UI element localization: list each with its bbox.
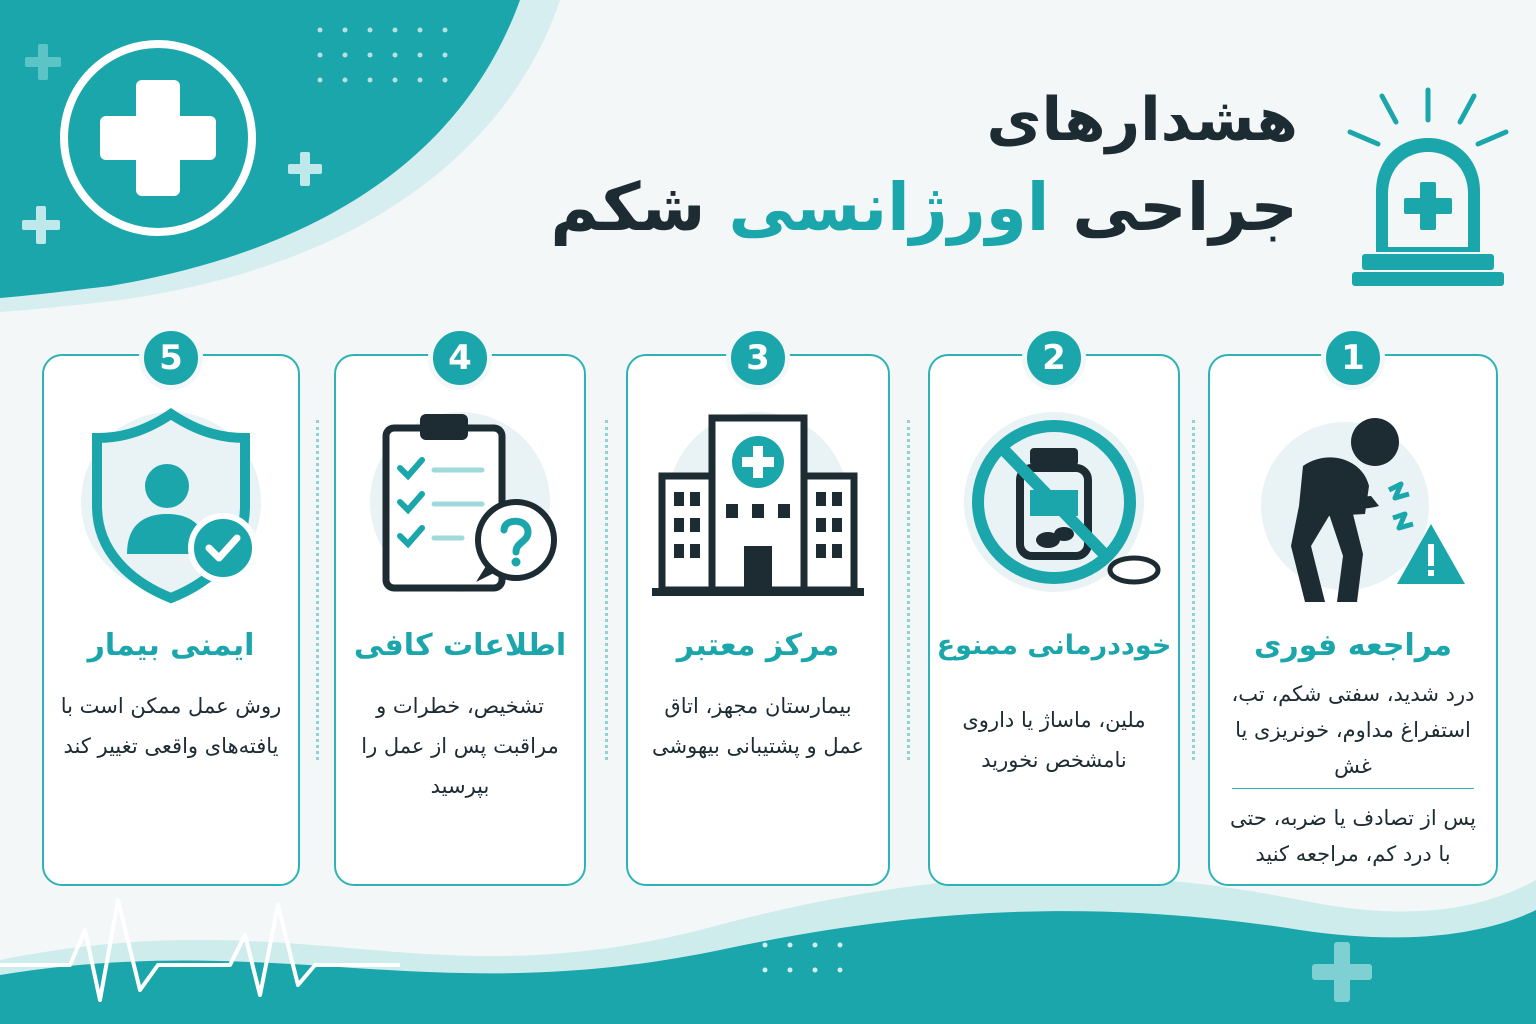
separator [907,420,910,760]
card-text: بیمارستان مجهز، اتاق عمل و پشتیبانی بیهوشی [652,694,864,758]
card-note: پس از تصادف یا ضربه، حتی با درد کم، مراجعه کنید [1230,806,1476,866]
step-number-badge: 3 [726,326,790,390]
card-text: ملین، ماساژ یا داروی نامشخص نخورید [962,708,1146,772]
card-text: تشخیص، خطرات و مراقبت پس از عمل را بپرسید [361,694,559,798]
clipboard-question-icon [350,406,570,606]
separator [316,420,319,760]
card-sufficient-info [334,338,586,886]
card-title: اطلاعات کافی [353,628,567,663]
alarm-siren-icon [1340,82,1520,292]
no-medication-icon [944,406,1164,606]
card-title: مرکز معتبر [676,628,840,663]
card-divider [1232,788,1474,789]
step-number-badge: 2 [1022,326,1086,390]
hospital-building-icon [648,406,868,606]
step-number-badge: 5 [139,326,203,390]
card-immediate-visit [1208,338,1498,886]
step-number-badge: 1 [1321,326,1385,390]
separator [1192,420,1195,760]
title-line-1: هشدارهای [986,85,1298,155]
shield-patient-check-icon [61,406,281,606]
separator [605,420,608,760]
title-word-surgery: جراحی [1072,169,1298,246]
card-title: ایمنی بیمار [87,628,255,663]
page-title [398,78,1298,254]
card-title: مراجعه فوری [1254,628,1452,663]
card-reputable-center [626,338,890,886]
card-title: خوددرمانی ممنوع [936,630,1172,661]
title-word-emergency: اورژانسی [728,169,1050,246]
step-number-badge: 4 [428,326,492,390]
title-word-abdomen: شکم [550,169,706,246]
card-patient-safety [42,338,300,886]
card-text: درد شدید، سفتی شکم، تب، استفراغ مداوم، خونریزی یا غش [1231,682,1475,778]
card-text: روش عمل ممکن است با یافته‌های واقعی تغییر کند [60,694,282,758]
abdominal-pain-person-icon [1233,406,1473,606]
title-line-2 [398,162,1298,254]
card-no-self-treatment [928,338,1180,886]
